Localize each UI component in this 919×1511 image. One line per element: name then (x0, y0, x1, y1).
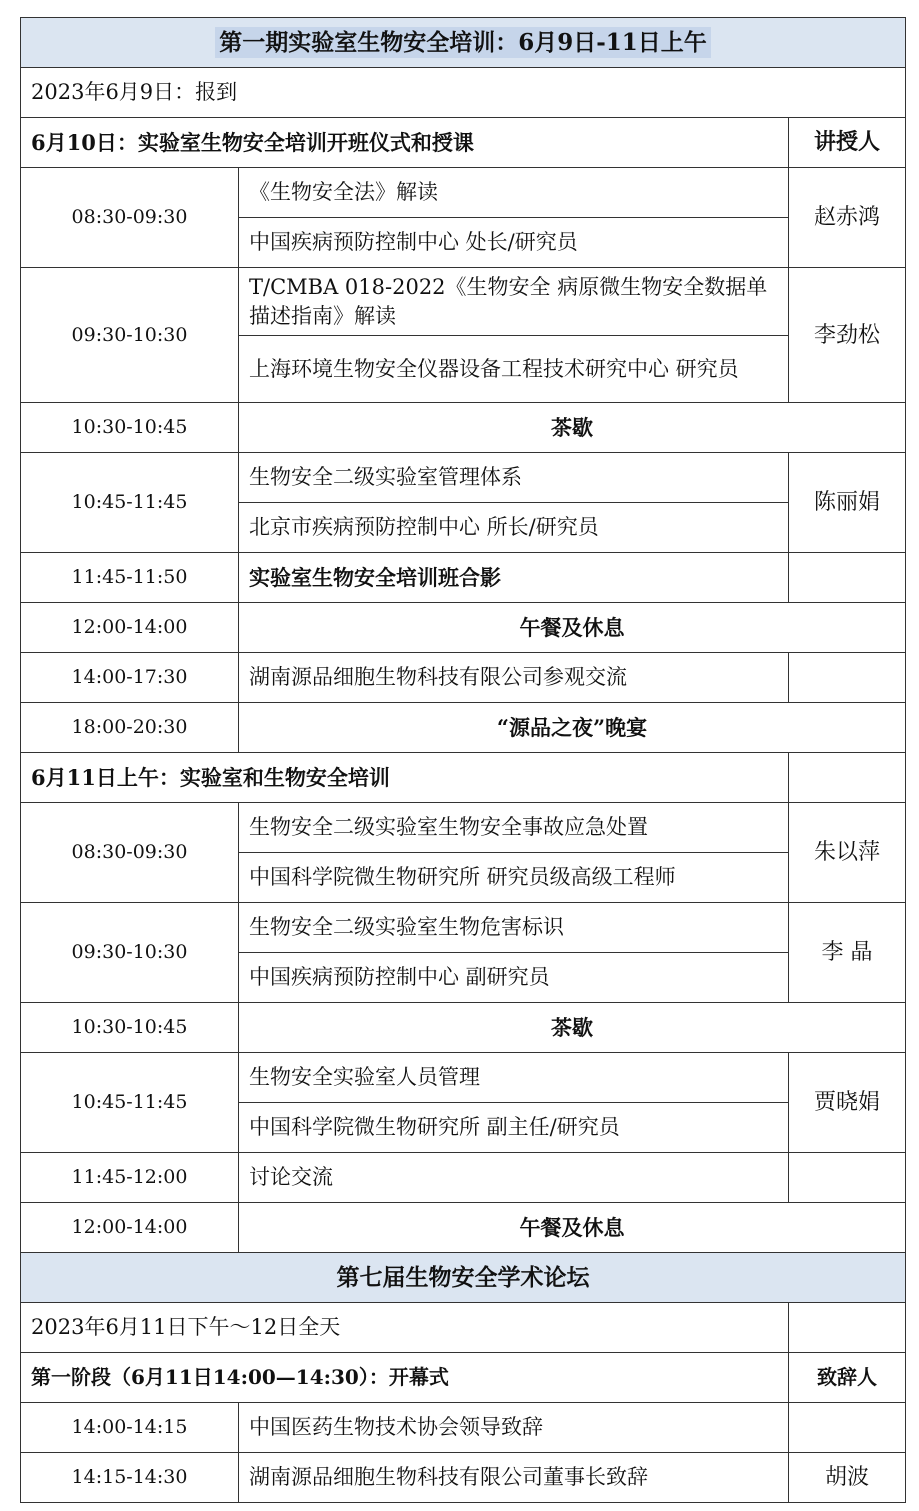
time-cell: 10:30-10:45 (21, 403, 239, 453)
banquet-cell: “源品之夜”晚宴 (239, 703, 906, 753)
activity-cell: 湖南源品细胞生物科技有限公司参观交流 (239, 653, 789, 703)
day1-header-row (21, 118, 906, 168)
session1-title: 第一期实验室生物安全培训：6月9日-11日上午 (215, 27, 711, 58)
activity-cell: 实验室生物安全培训班合影 (239, 553, 789, 603)
speaker-cell (789, 1403, 906, 1453)
time-cell: 09:30-10:30 (21, 903, 239, 1003)
time-cell: 14:00-17:30 (21, 653, 239, 703)
forum-phase-row (21, 1353, 906, 1403)
empty-speaker-cell (789, 1303, 906, 1353)
forum-phase1: 第一阶段（6月11日14:00—14:30）：开幕式 (21, 1353, 789, 1403)
speaker-cell: 李劲松 (789, 268, 906, 403)
table-row (21, 603, 906, 653)
registration-text: 2023年6月9日：报到 (21, 68, 906, 118)
affiliation-cell: 上海环境生物安全仪器设备工程技术研究中心 研究员 (239, 336, 789, 403)
topic-cell: T/CMBA 018-2022《生物安全 病原微生物安全数据单描述指南》解读 (239, 268, 789, 336)
schedule-document (20, 17, 905, 1503)
affiliation-cell: 中国科学院微生物研究所 副主任/研究员 (239, 1103, 789, 1153)
topic-cell: 生物安全实验室人员管理 (239, 1053, 789, 1103)
topic-cell: 《生物安全法》解读 (239, 168, 789, 218)
table-row (21, 1203, 906, 1253)
table-row (21, 803, 906, 853)
speaker-cell: 陈丽娟 (789, 453, 906, 553)
affiliation-cell: 中国科学院微生物研究所 研究员级高级工程师 (239, 853, 789, 903)
empty-speaker-cell (789, 553, 906, 603)
topic-cell: 生物安全二级实验室生物安全事故应急处置 (239, 803, 789, 853)
session1-title-cell (21, 18, 906, 68)
table-row (21, 1453, 906, 1503)
speaker-cell: 贾晓娟 (789, 1053, 906, 1153)
table-row (21, 168, 906, 218)
time-cell: 11:45-11:50 (21, 553, 239, 603)
table-row (21, 403, 906, 453)
topic-cell: 生物安全二级实验室生物危害标识 (239, 903, 789, 953)
break-cell: 午餐及休息 (239, 1203, 906, 1253)
table-row (21, 1403, 906, 1453)
time-cell: 10:45-11:45 (21, 453, 239, 553)
table-row (21, 268, 906, 336)
table-row (21, 1053, 906, 1103)
time-cell: 10:30-10:45 (21, 1003, 239, 1053)
topic-cell: 生物安全二级实验室管理体系 (239, 453, 789, 503)
speaker-column-header: 讲授人 (789, 118, 906, 168)
empty-speaker-cell (789, 1153, 906, 1203)
forum-title-row (21, 1253, 906, 1303)
speaker-cell: 朱以萍 (789, 803, 906, 903)
table-row (21, 553, 906, 603)
day2-header-row (21, 753, 906, 803)
affiliation-cell: 北京市疾病预防控制中心 所长/研究员 (239, 503, 789, 553)
break-cell: 茶歇 (239, 1003, 906, 1053)
speaker-cell: 胡波 (789, 1453, 906, 1503)
affiliation-cell: 中国疾病预防控制中心 副研究员 (239, 953, 789, 1003)
table-row (21, 703, 906, 753)
registration-row (21, 68, 906, 118)
time-cell: 12:00-14:00 (21, 603, 239, 653)
empty-speaker-cell (789, 753, 906, 803)
speaker-cell: 李 晶 (789, 903, 906, 1003)
time-cell: 18:00-20:30 (21, 703, 239, 753)
day2-header: 6月11日上午：实验室和生物安全培训 (21, 753, 789, 803)
table-row (21, 1003, 906, 1053)
time-cell: 09:30-10:30 (21, 268, 239, 403)
session1-title-row (21, 18, 906, 68)
empty-speaker-cell (789, 653, 906, 703)
time-cell: 11:45-12:00 (21, 1153, 239, 1203)
address-speaker-header: 致辞人 (789, 1353, 906, 1403)
table-row (21, 903, 906, 953)
forum-date-row (21, 1303, 906, 1353)
day1-header: 6月10日：实验室生物安全培训开班仪式和授课 (21, 118, 789, 168)
activity-cell: 中国医药生物技术协会领导致辞 (239, 1403, 789, 1453)
table-row (21, 453, 906, 503)
affiliation-cell: 中国疾病预防控制中心 处长/研究员 (239, 218, 789, 268)
time-cell: 12:00-14:00 (21, 1203, 239, 1253)
time-cell: 14:15-14:30 (21, 1453, 239, 1503)
forum-date: 2023年6月11日下午～12日全天 (21, 1303, 789, 1353)
table-row (21, 1153, 906, 1203)
time-cell: 08:30-09:30 (21, 803, 239, 903)
break-cell: 午餐及休息 (239, 603, 906, 653)
schedule-table (20, 17, 906, 1503)
time-cell: 08:30-09:30 (21, 168, 239, 268)
forum-title: 第七届生物安全学术论坛 (21, 1253, 906, 1303)
time-cell: 10:45-11:45 (21, 1053, 239, 1153)
speaker-cell: 赵赤鸿 (789, 168, 906, 268)
time-cell: 14:00-14:15 (21, 1403, 239, 1453)
break-cell: 茶歇 (239, 403, 906, 453)
table-row (21, 653, 906, 703)
activity-cell: 湖南源品细胞生物科技有限公司董事长致辞 (239, 1453, 789, 1503)
activity-cell: 讨论交流 (239, 1153, 789, 1203)
